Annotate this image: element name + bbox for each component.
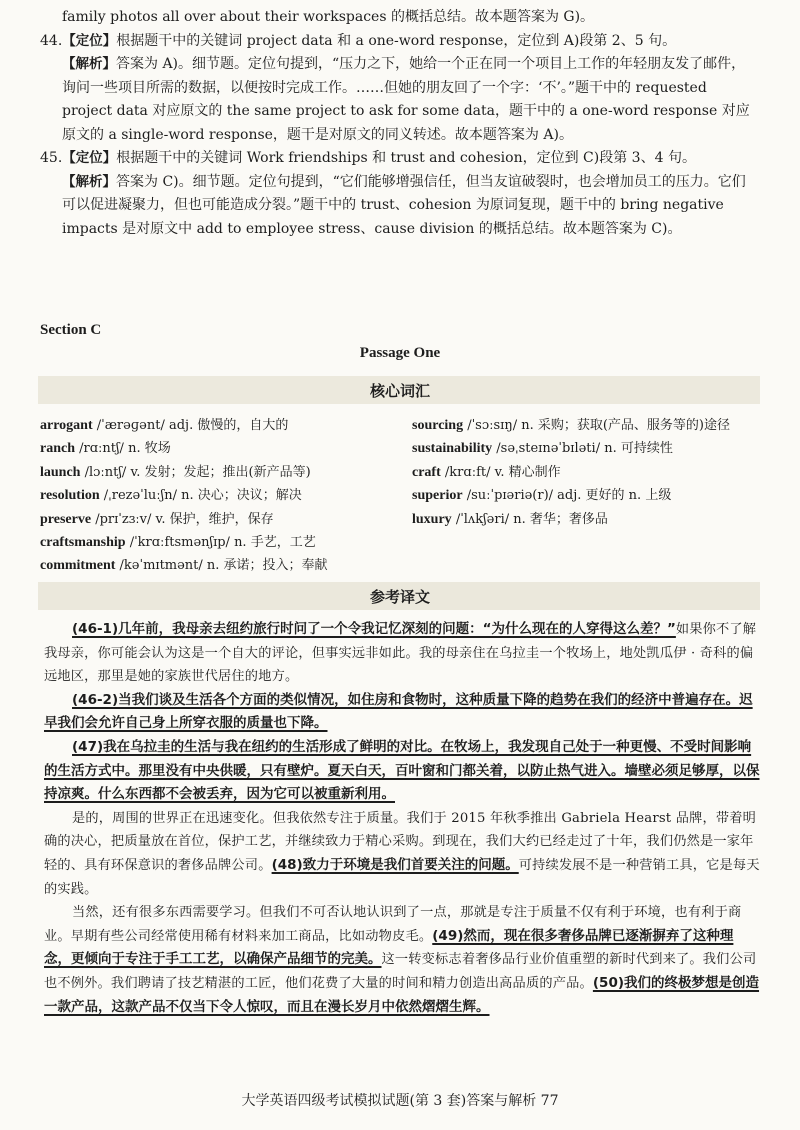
q44-analysis-text: 答案为 A)。细节题。定位句提到，“压力之下，她给一个正在同一个项目上工作的年轻朋友发了邮件，询问一些项目所需的数据，以便按时完成工作。……但她的朋友回了一个字：‘不’。”题干中的 requested project data 对应原文的 the same project to ask for some data，题干中的 a one-word response 对应原文的 a single-word response，题干是对原文的同义转述。故本题答案为 A)。	[62, 56, 750, 143]
q44-locate	[40, 30, 754, 54]
q45-locate-tag: 【定位】	[62, 150, 117, 166]
vocab-right-column	[412, 414, 762, 531]
vocab-entry: preserve /prɪˈzɜːv/ v. 保护，维护，保存	[40, 511, 274, 527]
q44-number: 44.	[40, 32, 63, 49]
vocab-entry: sourcing /ˈsɔːsɪŋ/ n. 采购；获取(产品、服务等的)途径	[412, 418, 731, 433]
q44-analysis-tag: 【解析】	[62, 56, 116, 72]
vocab-entry: superior /suːˈpɪəriə(r)/ adj. 更好的 n. 上级	[412, 488, 672, 504]
translation-heading: 参考译文	[369, 588, 430, 606]
translation-paragraph-2: (46-2)当我们谈及生活各个方面的类似情况，如住房和食物时，这种质量下降的趋势在我们的经济中普遍存在。迟早我们会允许自己身上所穿衣服的质量也下降。	[44, 691, 753, 732]
translation-paragraph-3: (47)我在乌拉圭的生活与我在纽约的生活形成了鲜明的对比。在牧场上，我发现自己处于一种更慢、不受时间影响的生活方式中。那里没有中央供暖，只有壁炉。夏天白天，百叶窗和门都关着，以防止热气进入。墙壁必须足够厚，以保持凉爽。什么东西都不会被丢弃，因为它可以被重新利用。	[44, 738, 760, 803]
q44-locate-tag: 【定位】	[62, 32, 117, 49]
vocab-entry: luxury /ˈlʌkʃəri/ n. 奢华；奢侈品	[412, 511, 608, 527]
q45-locate	[40, 147, 754, 171]
vocab-entry: commitment /kəˈmɪtmənt/ n. 承诺；投入；奉献	[40, 558, 328, 574]
answer-explanations	[40, 6, 754, 241]
vocab-entry: sustainability /səˌsteɪnəˈbɪləti/ n. 可持续性	[412, 441, 673, 457]
q45-number: 45.	[40, 150, 63, 166]
q45-analysis-tag: 【解析】	[62, 173, 116, 190]
reference-translation	[44, 618, 760, 1019]
vocab-entry: resolution /ˌrezəˈluːʃn/ n. 决心；决议；解决	[40, 488, 302, 504]
vocab-heading: 核心词汇	[369, 382, 430, 400]
page-footer: 大学英语四级考试模拟试题(第 3 套)答案与解析 77	[241, 1093, 559, 1109]
q44-analysis	[62, 53, 754, 147]
q45-analysis-text: 答案为 C)。细节题。定位句提到，“它们能够增强信任，但当友谊破裂时，也会增加员工的压力。它们可以促进凝聚力，但也可能造成分裂。”题干中的 trust、cohesion 为原词复现，题干中的 bring negative impacts 是对原文中 add to employee stress、cause division 的概括总结。故本题答案为 C)。	[62, 173, 746, 237]
vocab-entry: arrogant /ˈærəɡənt/ adj. 傲慢的，自大的	[40, 418, 289, 433]
vocab-entry: craftsmanship /ˈkrɑːftsmənʃɪp/ n. 手艺，工艺	[40, 535, 316, 551]
passage-title: Passage One	[359, 345, 441, 361]
translation-paragraph-4: 是的，周围的世界正在迅速变化。但我依然专注于质量。我们于 2015 年秋季推出 Gabriela Hearst 品牌，带着明确的决心，把质量放在首位，保护工艺，并继续致力于精心采购。到现在，我们大约已经走过了十年，我们仍然是一家年轻的、具有环保意识的奢侈品牌公司。(48)致力于环境是我们首要关注的问题。可持续发展不是一种营销工具，它是每天的实践。	[44, 810, 760, 897]
vocab-entry: craft /krɑːft/ v. 精心制作	[412, 464, 561, 480]
q45-analysis	[62, 171, 754, 242]
q43-tail: family photos all over about their workspaces 的概括总结。故本题答案为 G)。	[62, 9, 595, 25]
vocab-entry: launch /lɔːntʃ/ v. 发射；发起；推出(新产品等)	[40, 464, 311, 480]
q45-locate-text: 根据题干中的关键词 Work friendships 和 trust and cohesion，定位到 C)段第 3、4 句。	[116, 150, 696, 166]
vocab-entry: ranch /rɑːntʃ/ n. 牧场	[40, 441, 171, 457]
vocab-left-column	[40, 414, 405, 578]
q44-locate-text: 根据题干中的关键词 project data 和 a one-word response，定位到 A)段第 2、5 句。	[116, 32, 677, 49]
translation-paragraph-5: 当然，还有很多东西需要学习。但我们不可否认地认识到了一点，那就是专注于质量不仅有利于环境，也有利于商业。早期有些公司经常使用稀有材料来加工商品，比如动物皮毛。(49)然而，现在很多奢侈品牌已逐渐摒弃了这种理念，更倾向于专注于手工工艺，以确保产品细节的完美。这一转变标志着奢侈品行业价值重塑的新时代到来了。我们公司也不例外。我们聘请了技艺精湛的工匠，他们花费了大量的时间和精力创造出高品质的产品。(50)我们的终极梦想是创造一款产品，这款产品不仅当下令人惊叹，而且在漫长岁月中依然熠熠生辉。	[44, 905, 760, 1015]
section-title: Section C	[40, 322, 102, 338]
translation-paragraph-1: (46-1)几年前，我母亲去纽约旅行时问了一个令我记忆深刻的问题：“为什么现在的人穿得这么差？”如果你不了解我母亲，你可能会认为这是一个自大的评论，但事实远非如此。我的母亲住在乌拉圭一个牧场上，地处凯瓜伊 · 奇科的偏远地区，那里是她的家族世代居住的地方。	[44, 621, 757, 685]
